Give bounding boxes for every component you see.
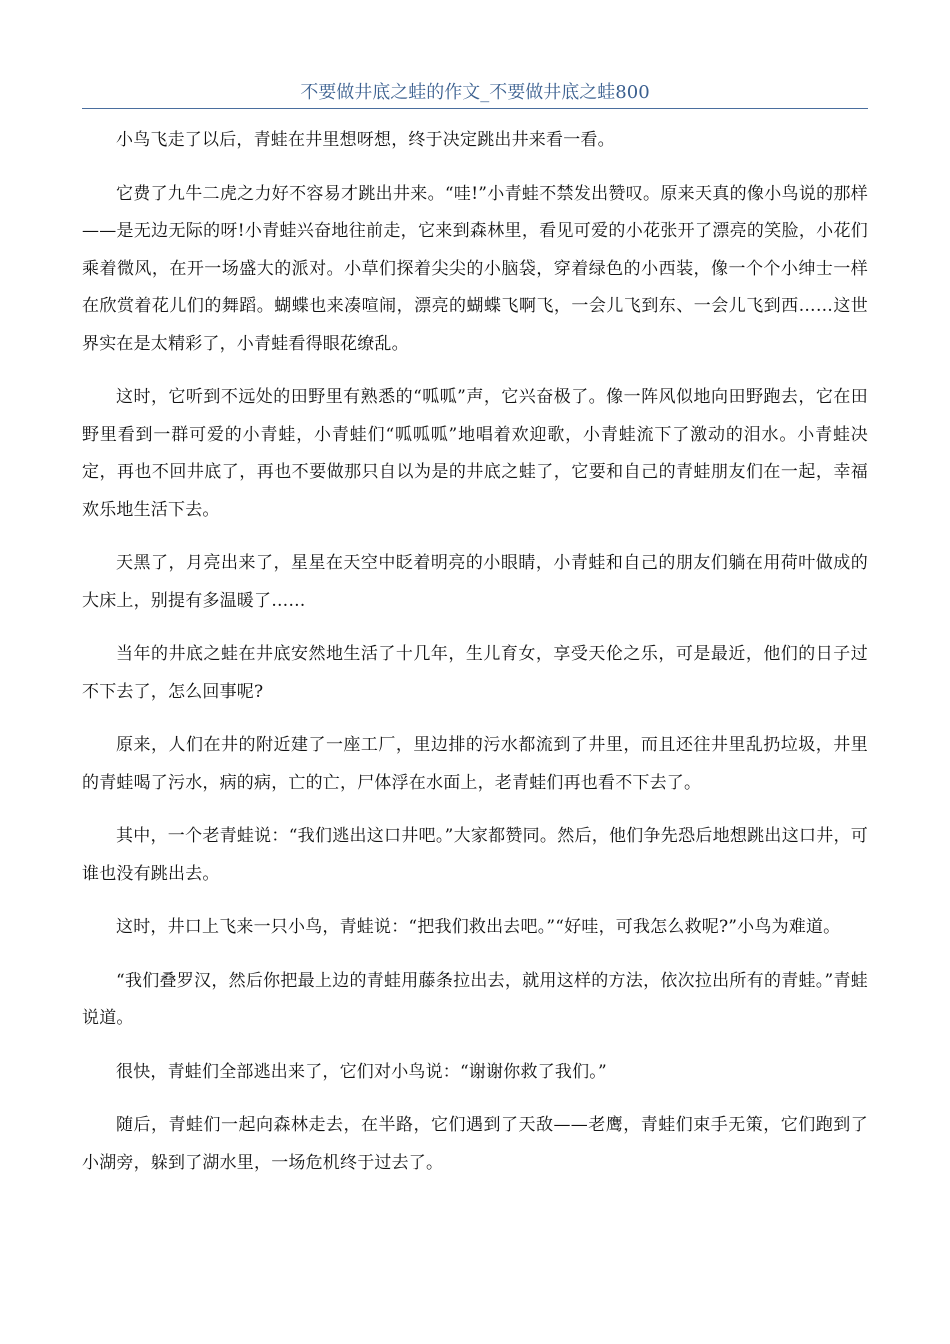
header-divider: [82, 108, 868, 109]
paragraph-8: 这时，井口上飞来一只小鸟，青蛙说：“把我们救出去吧。”“好哇，可我怎么救呢?”小鸟为难道。: [116, 917, 841, 937]
paragraph-3: 这时，它听到不远处的田野里有熟悉的“呱呱”声，它兴奋极了。像一阵风似地向田野跑去，它在田野里看到一群可爱的小青蛙，小青蛙们“呱呱呱”地唱着欢迎歌，小青蛙流下了激动的泪水。小青蛙决定，再也不回井底了，再也不要做那只自以为是的井底之蛙了，它要和自己的青蛙朋友们在一起，幸福欢乐地生活下去。: [82, 387, 868, 520]
paragraph-10: 很快，青蛙们全部逃出来了，它们对小鸟说：“谢谢你救了我们。”: [116, 1061, 607, 1082]
paragraph-6: 原来，人们在井的附近建了一座工厂，里边排的污水都流到了井里，而且还往井里乱扔垃圾，井里的青蛙喝了污水，病的病，亡的亡，尸体浮在水面上，老青蛙们再也看不下去了。: [82, 735, 868, 793]
paragraph-7: 其中，一个老青蛙说：“我们逃出这口井吧。”大家都赞同。然后，他们争先恐后地想跳出这口井，可谁也没有跳出去。: [82, 826, 868, 884]
paragraph-11: 随后，青蛙们一起向森林走去，在半路，它们遇到了天敌——老鹰，青蛙们束手无策，它们跑到了小湖旁，躲到了湖水里，一场危机终于过去了。: [82, 1115, 868, 1173]
document-body: [82, 122, 868, 1198]
document-header-title: 不要做井底之蛙的作文_不要做井底之蛙800: [300, 82, 650, 103]
paragraph-5: 当年的井底之蛙在井底安然地生活了十几年，生儿育女，享受天伦之乐，可是最近，他们的日子过不下去了，怎么回事呢?: [82, 644, 868, 702]
paragraph-9: “我们叠罗汉，然后你把最上边的青蛙用藤条拉出去，就用这样的方法，依次拉出所有的青蛙。”青蛙说道。: [82, 970, 868, 1028]
paragraph-2: 它费了九牛二虎之力好不容易才跳出井来。“哇!”小青蛙不禁发出赞叹。原来天真的像小鸟说的那样——是无边无际的呀!小青蛙兴奋地往前走，它来到森林里，看见可爱的小花张开了漂亮的笑脸，小花们乘着微风，在开一场盛大的派对。小草们探着尖尖的小脑袋，穿着绿色的小西装，像一个个小绅士一样在欣赏着花儿们的舞蹈。蝴蝶也来凑喧闹，漂亮的蝴蝶飞啊飞，一会儿飞到东、一会儿飞到西……这世界实在是太精彩了，小青蛙看得眼花缭乱。: [82, 183, 868, 354]
paragraph-1: 小鸟飞走了以后，青蛙在井里想呀想，终于决定跳出井来看一看。: [116, 130, 615, 150]
paragraph-4: 天黑了，月亮出来了，星星在天空中眨着明亮的小眼睛，小青蛙和自己的朋友们躺在用荷叶做成的大床上，别提有多温暖了……: [82, 553, 868, 611]
